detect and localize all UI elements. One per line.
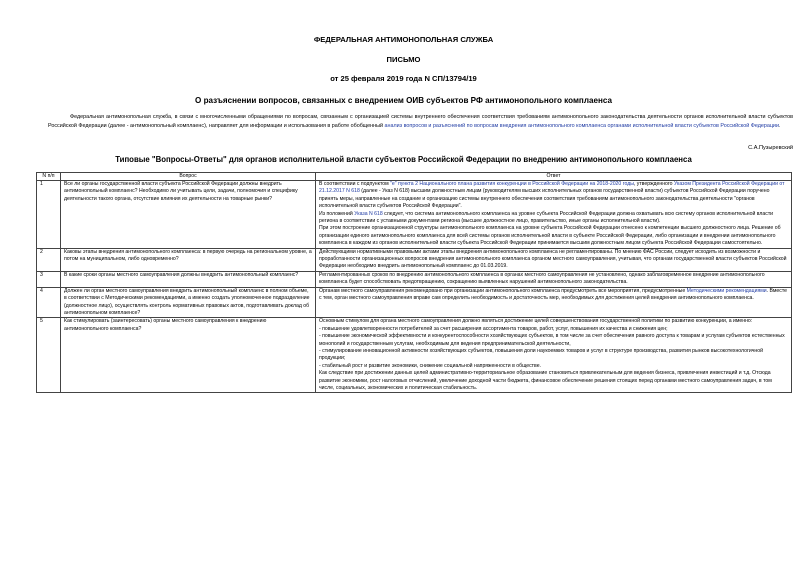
row-question: Все ли органы государственной власти субъекта Российской Федерации должны внедрить антимонопольный комплаенс? Необходимо ли учитывать цели, задачи, полномочия и специфику деятельности такого органа, отсутствие влияния их деятельности на товарные рынки? bbox=[61, 181, 316, 249]
analysis-link[interactable]: анализ вопросов и разъяснений по вопросам внедрения антимонопольного комплаенса органами исполнительной власти субъектов Российской Федерации bbox=[384, 122, 779, 129]
row-answer: Органам местного самоуправления рекомендовано при организации антимонопольного комплаенса предусмотреть все мероприятия, предусмотренные Методическими рекомендациями. Вместе с тем, орган местного самоуправления вправе сам определить необходимость и достаточность мер, необходимых для достижения целей внедрения антимонопольного комплаенса. bbox=[316, 287, 792, 318]
table-row bbox=[37, 318, 792, 393]
row-question: Как стимулировать (заинтересовать) органы местного самоуправления к внедрению антимонопольного комплаенса? bbox=[61, 318, 316, 393]
header-question: Вопрос bbox=[61, 173, 316, 181]
qa-table bbox=[36, 172, 792, 393]
row-question: Должен ли орган местного самоуправления внедрить антимонопольный комплаенс в полном объеме, в соответствии с Методическими рекомендациями, а именно создать уполномоченное подразделение (должностное лицо), осуществлять контроль нормативных правовых актов, подготавливать доклад об антимонопольном комплаенсе? bbox=[61, 287, 316, 318]
row-number: 2 bbox=[37, 248, 61, 271]
row-answer bbox=[316, 181, 792, 249]
letter-subject: О разъяснении вопросов, связанных с внедрением ОИВ субъектов РФ антимонопольного комплаенса bbox=[195, 96, 612, 105]
header-answer: Ответ bbox=[316, 173, 792, 181]
table-row bbox=[37, 271, 792, 287]
header-num: N п/п bbox=[37, 173, 61, 181]
table-row bbox=[37, 181, 792, 249]
national-plan-link[interactable]: "е" пункта 2 Национального плана развития конкуренции в Российской Федерации на 2018-2020 годы bbox=[390, 181, 634, 187]
intro-paragraph bbox=[48, 113, 793, 130]
row-answer: Действующими нормативными правовыми актами этапы внедрения антимонопольного комплаенса не регламентированы. По мнению ФАС России, следует исходить из возможности и проработанности организационных вопросов внедрения антимонопольного комплаенса органом местного самоуправления, учитывая, что органам государственной власти субъектов Российской Федерации необходимо внедрить антимонопольный комплаенс до 01.03.2019. bbox=[316, 248, 792, 271]
table-header-row bbox=[37, 173, 792, 181]
decree-link[interactable]: Указом Президента Российской Федерации от 21.12.2017 N 618 bbox=[319, 181, 785, 195]
answer-paragraph: - стабильный рост и развитие экономики, снижение социальной напряженности в обществе. bbox=[319, 362, 541, 369]
row-number: 3 bbox=[37, 271, 61, 287]
document-type: ПИСЬМО bbox=[386, 55, 421, 64]
intro-text: Федеральная антимонопольная служба, в связи с многочисленными обращениями по вопросам, связанным с организацией системы внутреннего обеспечения соответствия требованиям антимонопольного законодательства деятельности органов исполнительной власти субъектов Российской Федерации (далее - антимонопольный комплаенс), направляет для информации и использования в работе обобщенный bbox=[48, 114, 793, 129]
answer-paragraph: Основным стимулом для органа местного самоуправления должно являться достижение целей совершенствования государственной политики по развитию конкуренции, а именно: bbox=[319, 318, 753, 325]
table-row bbox=[37, 287, 792, 318]
row-number: 4 bbox=[37, 287, 61, 318]
row-question: В какие сроки органы местного самоуправления должны внедрить антимонопольный комплаенс? bbox=[61, 271, 316, 287]
agency-heading: ФЕДЕРАЛЬНАЯ АНТИМОНОПОЛЬНАЯ СЛУЖБА bbox=[313, 35, 494, 44]
answer-paragraph: - повышение удовлетворенности потребителей за счет расширения ассортимента товаров, работ, услуг, повышения их качества и снижения цен; bbox=[319, 325, 668, 332]
answer-paragraph: - стимулирование инновационной активности хозяйствующих субъектов, повышения доли наукоемких товаров и услуг в структуре производства, развития рынков высокотехнологичной продукции; bbox=[319, 347, 763, 362]
row-number: 1 bbox=[37, 181, 61, 249]
row-number: 5 bbox=[37, 318, 61, 393]
answer-paragraph: Из положений Указа N 618 следует, что система антимонопольного комплаенса на уровне субъекта Российской Федерации должна охватывать всю систему органов исполнительной власти региона в соответствии с уставными документами региона (высшее должностное лицо, правительство, иные органы исполнительной власти). bbox=[319, 210, 774, 225]
table-row bbox=[37, 248, 792, 271]
answer-paragraph: При этом построение организационной структуры антимонопольного комплаенса на уровне субъекта Российской Федерации отнесено к компетенции высшего должностного лица. Решение об организации единого антимонопольного комплаенса для всей системы органов исполнительной власти в субъекте Российской Федерации, либо организации и внедрении антимонопольного комплаенса в каждом из органов исполнительной власти субъекта Российской Федерации принимается высшим должностным лицом субъекта Российской Федерации самостоятельно. bbox=[319, 225, 781, 247]
decree-618-link[interactable]: Указа N 618 bbox=[354, 210, 383, 217]
methodical-recommendations-link[interactable]: Методическими рекомендациями bbox=[686, 287, 767, 294]
answer-paragraph: - повышение экономической эффективности и конкурентоспособности хозяйствующих субъектов, в том числе за счет обеспечения равного доступа к товарам и услугам субъектов естественных монополий и государственным услугам, необходимым для ведения предпринимательской деятельности, bbox=[319, 333, 785, 347]
signature: С.А.Пузыревский bbox=[748, 145, 793, 151]
answer-paragraph: Как следствие при достижении данных целей административно-территориальное образование становиться привлекательным для ведения бизнеса, привлечения инвестиций и т.д. Отсюда развитие экономики, рост налоговых отчислений, увеличение доходной части бюджета, финансовое обеспечение решения стоящих перед органами местного самоуправления задач, в том числе, социальных, экономических и политическая стабильность. bbox=[319, 370, 772, 391]
intro-end: . bbox=[778, 122, 781, 129]
row-answer: Регламентированных сроков по внедрению антимонопольного комплаенса в органах местного самоуправления не установлено, однако заблаговременное внедрение антимонопольного комплаенса будет способствовать предотвращению, сокращению выявленных нарушений антимонопольного законодательства. bbox=[316, 271, 792, 287]
answer-paragraph: В соответствии с подпунктом "е" пункта 2 Национального плана развития конкуренции в Российской Федерации на 2018-2020 годы, утвержденного Указом Президента Российской Федерации от 21.12.2017 N 618 (далее - Указ N 618) высшим должностным лицам (руководителям высших исполнительных органов государственной власти) субъектов Российской Федерации поручено принять меры, направленные на создание и организацию системы внутреннего обеспечения соответствия требованиям антимонопольного законодательства деятельности "органов исполнительной власти субъектов Российской Федерации". bbox=[319, 181, 785, 210]
row-answer bbox=[316, 318, 792, 393]
date-number: от 25 февраля 2019 года N СП/13794/19 bbox=[330, 74, 477, 83]
table-title: Типовые "Вопросы-Ответы" для органов исполнительной власти субъектов Российской Федерации по внедрению антимонопольного комплаенса bbox=[115, 155, 692, 164]
row-question: Каковы этапы внедрения антимонопольного комплаенса: в первую очередь на региональном уровне, а потом на муниципальном, либо одновременно? bbox=[61, 248, 316, 271]
